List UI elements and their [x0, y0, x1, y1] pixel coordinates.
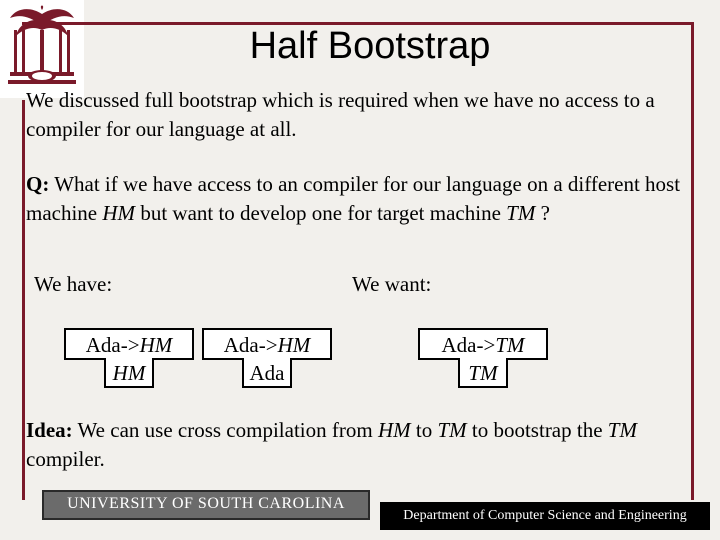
idea-tm: TM [437, 418, 467, 442]
university-footer: UNIVERSITY OF SOUTH CAROLINA [42, 490, 370, 520]
t-diagram-source-target: Ada-> [223, 333, 278, 357]
t-diagram-implementation: TM [468, 361, 498, 385]
t-diagram-ada-hm-on-hm [64, 328, 194, 390]
we-want-label: We want: [352, 272, 432, 296]
idea-tm-2: TM [607, 418, 637, 442]
we-have-label: We have: [34, 272, 113, 296]
t-diagram-ada-hm-in-ada [202, 328, 332, 390]
question-paragraph [26, 170, 686, 228]
slide-frame-left [22, 100, 25, 500]
question-text-3: ? [535, 201, 550, 225]
slide-title: Half Bootstrap [249, 25, 491, 67]
t-diagram-ada-tm-on-tm [418, 328, 548, 390]
intro-paragraph: We discussed full bootstrap which is required when we have no access to a compiler for our language at all. [26, 88, 655, 141]
idea-hm: HM [377, 418, 411, 442]
idea-text-2: to [410, 418, 438, 442]
question-text-2: but want to develop one for target machine [135, 201, 507, 225]
idea-text-1: We can use cross compilation from [72, 418, 378, 442]
t-diagram-top [64, 328, 194, 360]
question-tm: TM [506, 201, 536, 225]
t-diagram-top [202, 328, 332, 360]
t-diagram-implementation: Ada [249, 361, 285, 385]
t-diagram-top [418, 328, 548, 360]
department-footer: Department of Computer Science and Engineering [380, 502, 710, 530]
t-diagram-target: HM [277, 333, 311, 357]
question-hm: HM [102, 201, 136, 225]
t-diagram-target: HM [139, 333, 173, 357]
question-label: Q: [26, 172, 50, 196]
t-diagram-target: TM [495, 333, 525, 357]
idea-text-3: to bootstrap the [466, 418, 608, 442]
t-diagram-source-target: Ada-> [85, 333, 140, 357]
question-text-1: What if we have access to an compiler for our language on a different host machine [26, 172, 681, 225]
idea-text-4: compiler. [26, 447, 105, 471]
t-diagram-implementation: HM [112, 361, 146, 385]
t-diagram-source-target: Ada-> [441, 333, 496, 357]
idea-label: Idea: [26, 418, 73, 442]
idea-paragraph [26, 416, 686, 474]
